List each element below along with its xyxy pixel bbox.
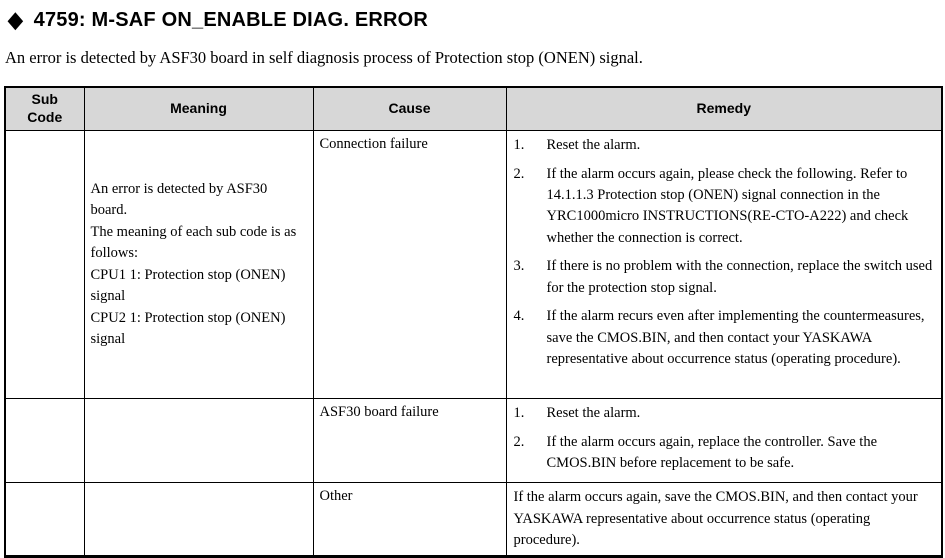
table-row: [5, 483, 942, 557]
column-header-sub-code-label: Sub Code: [27, 90, 63, 125]
meaning-paragraph: An error is detected by ASF30 board.: [90, 180, 268, 219]
diamond-bullet-icon: ◆: [8, 7, 23, 33]
table-row: [5, 399, 942, 483]
remedy-cell: [506, 131, 942, 399]
meaning-paragraph: The meaning of each sub code is as follows:: [90, 223, 297, 262]
remedy-item-number: 1.: [513, 137, 525, 154]
meaning-paragraph: CPU2 1: Protection stop (ONEN) signal: [90, 309, 286, 347]
sub-code-cell: [5, 131, 84, 399]
remedy-list: [514, 135, 934, 371]
intro-text: An error is detected by ASF30 board in self diagnosis process of Protection stop (ONEN) signal.: [5, 48, 643, 67]
remedy-cell: [506, 483, 942, 557]
remedy-item: [514, 135, 934, 156]
meaning-cell: [84, 483, 313, 557]
remedy-list: [514, 403, 934, 474]
remedy-item-number: 2.: [513, 433, 525, 450]
section-heading: [8, 8, 941, 32]
remedy-item: [514, 432, 934, 475]
remedy-item: [514, 256, 934, 299]
remedy-item-text: If the alarm occurs again, please check the following. Refer to 14.1.1.3 Protection stop (ONEN) signal connection in the YRC1000micro INSTRUCTIONS(RE-CTO-A222) and check whether the connection is correct.: [546, 165, 909, 246]
remedy-item-text: If there is no problem with the connection, replace the switch used for the protection stop signal.: [546, 258, 933, 296]
meaning-cell: [84, 131, 313, 399]
remedy-item: [514, 306, 934, 370]
sub-code-cell: [5, 483, 84, 557]
remedy-item-text: If the alarm recurs even after implementing the countermeasures, save the CMOS.BIN, and then contact your YASKAWA representative about occurrence status (operating procedure).: [546, 308, 925, 368]
remedy-item-number: 2.: [513, 165, 525, 182]
remedy-item-number: 1.: [513, 405, 525, 422]
meaning-cell: [84, 399, 313, 483]
column-header-meaning: Meaning: [84, 87, 313, 131]
remedy-item-text: Reset the alarm.: [546, 137, 641, 154]
alarm-detail-table: [4, 86, 943, 558]
page-title: 4759: M-SAF ON_ENABLE DIAG. ERROR: [33, 9, 429, 31]
remedy-item-text: Reset the alarm.: [546, 405, 641, 422]
remedy-item: [514, 164, 934, 250]
cause-cell: Other: [313, 483, 506, 557]
cause-cell: Connection failure: [313, 131, 506, 399]
remedy-item-number: 4.: [513, 308, 525, 325]
table-row: [5, 131, 942, 399]
remedy-text: If the alarm occurs again, save the CMOS.BIN, and then contact your YASKAWA representative about occurrence status (operating procedure).: [513, 489, 918, 549]
cause-cell: ASF30 board failure: [313, 399, 506, 483]
column-header-sub-code: [5, 87, 84, 131]
remedy-item: [514, 403, 934, 424]
remedy-item-text: If the alarm occurs again, replace the controller. Save the CMOS.BIN before replacement to be safe.: [546, 433, 878, 472]
column-header-remedy: Remedy: [506, 87, 942, 131]
remedy-cell: [506, 399, 942, 483]
sub-code-cell: [5, 399, 84, 483]
remedy-item-number: 3.: [513, 258, 525, 275]
table-header-row: [5, 87, 942, 131]
meaning-paragraph: CPU1 1: Protection stop (ONEN) signal: [90, 266, 286, 305]
column-header-cause: Cause: [313, 87, 506, 131]
